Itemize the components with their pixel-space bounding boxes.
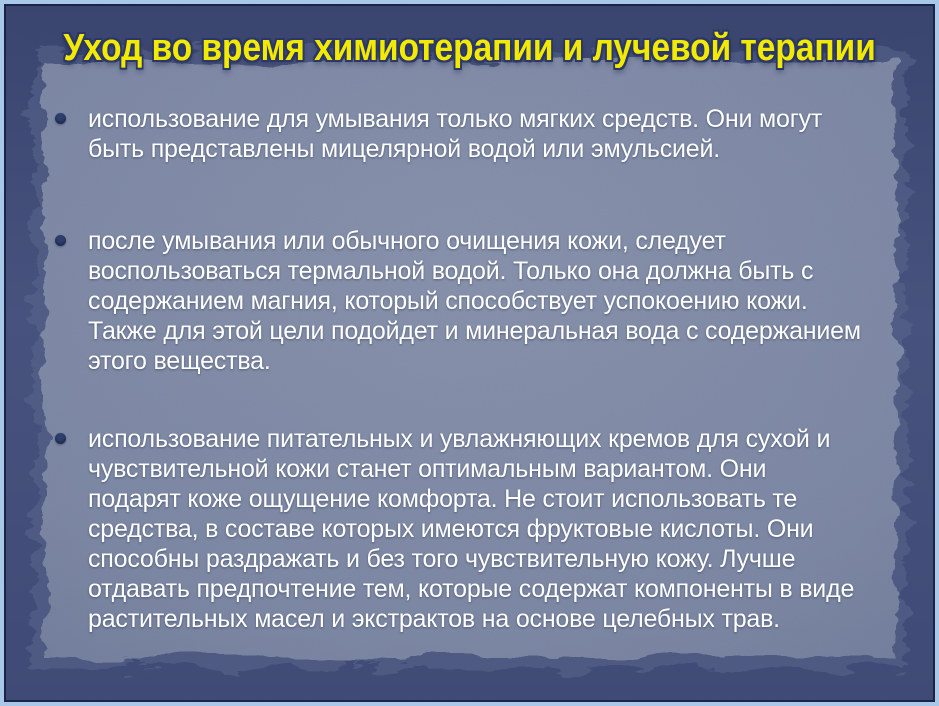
bullet-dot-icon bbox=[55, 113, 66, 124]
bullet-text: использование для умывания только мягких средств. Они могут быть представлены мицелярной водой или эмульсией. bbox=[88, 105, 823, 163]
bullet-dot-icon bbox=[55, 235, 66, 246]
bullet-text: после умывания или обычного очищения кожи, следует воспользоваться термальной водой. Только она должна быть с содержанием магния, который способствует успокоению кожи. Также для этой цели подойдет и минеральная вода с содержанием этого вещества. bbox=[88, 227, 861, 375]
bullet-item bbox=[52, 226, 864, 376]
title-area bbox=[4, 26, 935, 71]
bullet-text: использование питательных и увлажняющих кремов для сухой и чувствительной кожи станет оптимальным вариантом. Они подарят коже ощущение комфорта. Не стоит использовать те средства, в составе которых имеются фруктовые кислоты. Они способны раздражать и без того чувствительную кожу. Лучше отдавать предпочтение тем, которые содержат компоненты в виде растительных масел и экстрактов на основе целебных трав. bbox=[88, 425, 855, 633]
bullet-item bbox=[52, 104, 864, 164]
bullet-dot-icon bbox=[55, 433, 66, 444]
bullet-item bbox=[52, 424, 864, 634]
bullet-list bbox=[52, 104, 864, 634]
slide-title: Уход во время химиотерапии и лучевой терапии bbox=[63, 27, 876, 69]
